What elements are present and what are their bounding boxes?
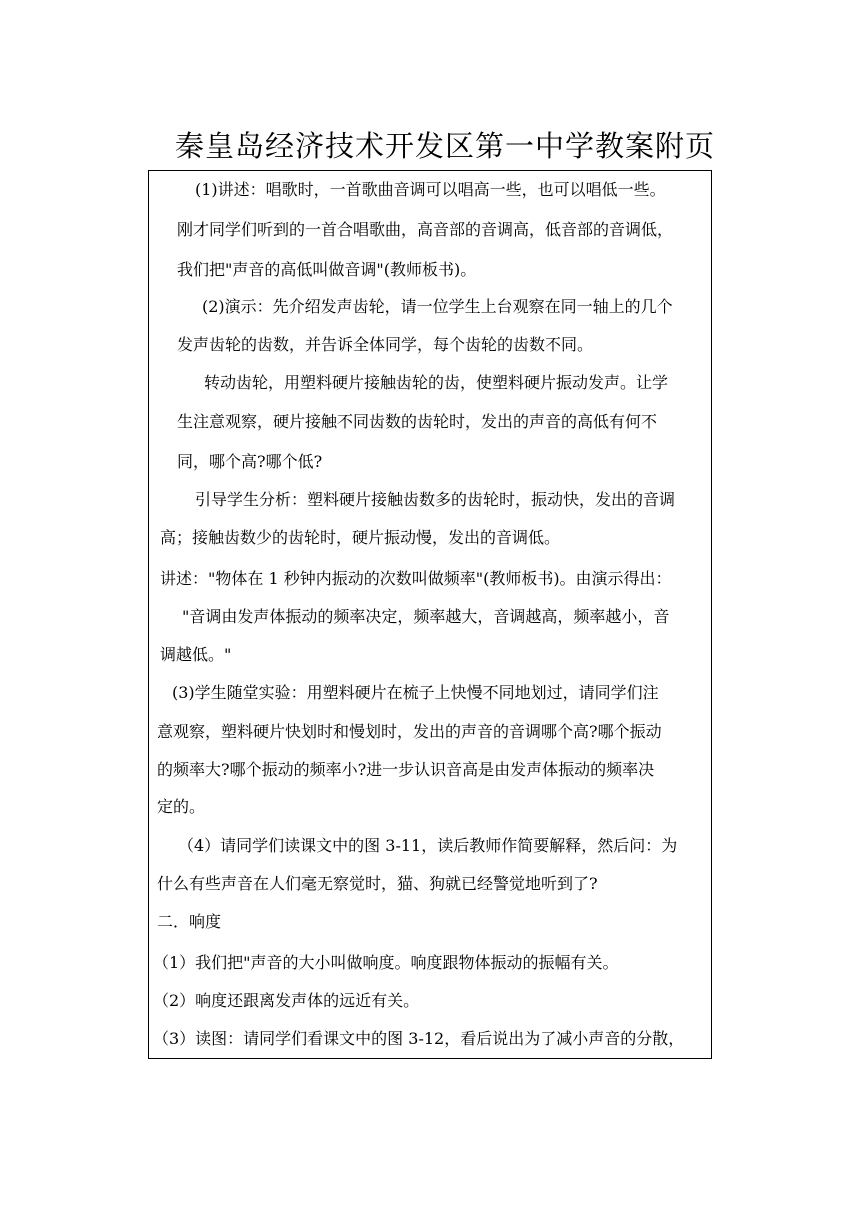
text-line: （1）我们把"声音的大小叫做响度。响度跟物体振动的振幅有关。 (153, 953, 619, 972)
text-line: (2)演示：先介绍发声齿轮，请一位学生上台观察在同一轴上的几个 (202, 297, 673, 316)
text-line: 生注意观察，硬片接触不同齿数的齿轮时，发出的声音的高低有何不 (177, 412, 658, 431)
text-line: 的频率大?哪个振动的频率小?进一步认识音高是由发声体振动的频率决 (157, 760, 655, 779)
text-line: 发声齿轮的齿数，并告诉全体同学，每个齿轮的齿数不同。 (177, 335, 594, 354)
text-line: （2）响度还跟离发声体的远近有关。 (153, 991, 420, 1010)
text-line: "音调由发声体振动的频率决定，频率越大，音调越高，频率越小，音 (182, 607, 670, 626)
text-line: 我们把"声音的高低叫做音调"(教师板书)。 (177, 260, 477, 279)
text-line: 引导学生分析：塑料硬片接触齿数多的齿轮时，振动快，发出的音调 (195, 490, 676, 509)
text-line: 刚才同学们听到的一首合唱歌曲，高音部的音调高，低音部的音调低， (177, 220, 674, 239)
page-title: 秦皇岛经济技术开发区第一中学教案附页 (175, 129, 716, 163)
text-line: 转动齿轮，用塑料硬片接触齿轮的齿，使塑料硬片振动发声。让学 (204, 373, 669, 392)
text-line: (1)讲述：唱歌时，一首歌曲音调可以唱高一些，也可以唱低一些。 (195, 180, 666, 199)
text-line: 调越低。" (160, 645, 232, 664)
text-line: （4）请同学们读课文中的图 3-11，读后教师作简要解释，然后问：为 (178, 836, 678, 855)
text-line: 高；接触齿数少的齿轮时，硬片振动慢，发出的音调低。 (160, 528, 561, 547)
text-line: 什么有些声音在人们毫无察觉时，猫、狗就已经警觉地听到了? (157, 874, 598, 893)
text-line: 讲述："物体在 1 秒钟内振动的次数叫做频率"(教师板书)。由演示得出： (160, 569, 672, 588)
text-line: (3)学生随堂实验：用塑料硬片在梳子上快慢不同地划过，请同学们注 (172, 683, 659, 702)
text-line: （3）读图：请同学们看课文中的图 3-12，看后说出为了减小声音的分散， (153, 1029, 685, 1048)
text-line: 意观察，塑料硬片快划时和慢划时，发出的声音的音调哪个高?哪个振动 (157, 722, 662, 741)
text-line: 定的。 (157, 797, 206, 816)
section-heading: 二．响度 (157, 912, 222, 931)
text-line: 同，哪个高?哪个低? (177, 452, 323, 471)
